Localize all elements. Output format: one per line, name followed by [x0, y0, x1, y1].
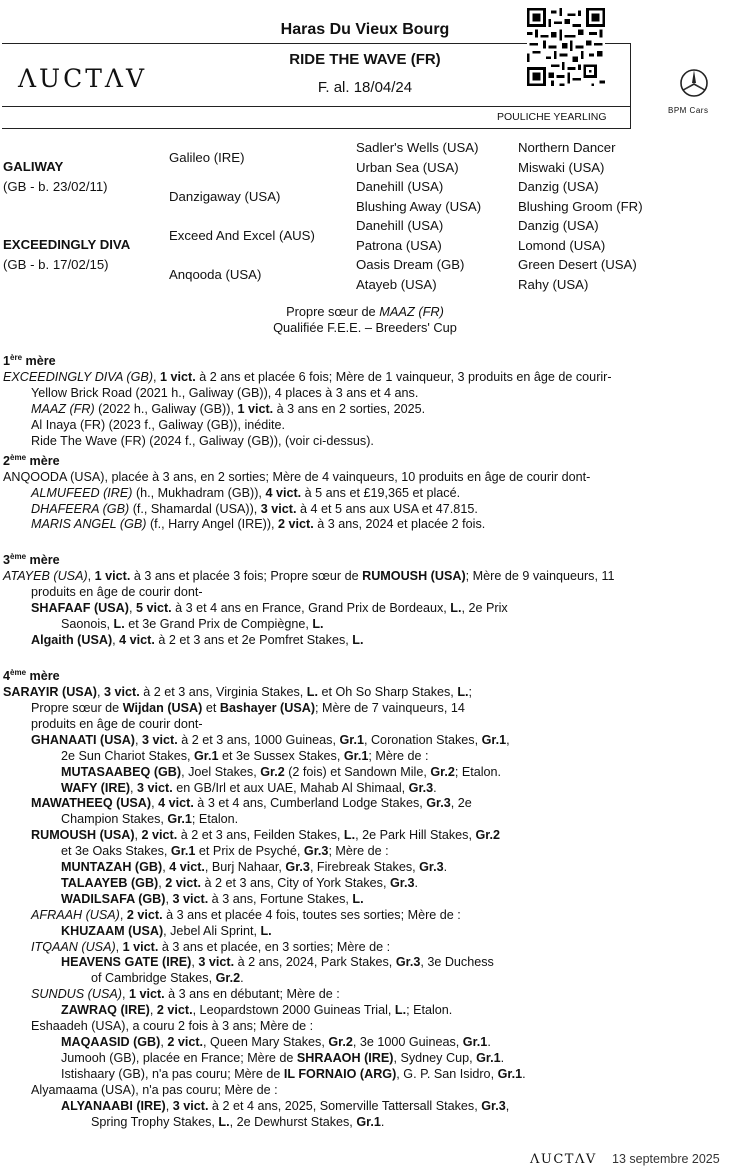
produce-entry: RUMOUSH (USA), 2 vict. à 2 et 3 ans, Feilden Stakes, L., 2e Park Hill Stakes, Gr.2: [31, 828, 500, 843]
dam-entry: produits en âge de courir dont-: [31, 716, 203, 731]
qualification-note: Qualifiée F.E.E. – Breeders' Cup: [273, 320, 457, 335]
produce-entry: TALAAYEB (GB), 2 vict. à 2 et 3 ans, City of York Stakes, Gr.3.: [61, 875, 418, 890]
dam-entry: ANQOODA (USA), placée à 3 ans, en 2 sorties; Mère de 4 vainqueurs, 10 produits en âge de courir dont-: [3, 469, 591, 484]
produce-entry: Spring Trophy Stakes, L., 2e Dewhurst Stakes, Gr.1.: [91, 1114, 385, 1129]
produce-entry: AFRAAH (USA), 2 vict. à 3 ans et placée 4 fois, toutes ses sorties; Mère de :: [31, 907, 461, 922]
pedigree-gen2: Anqooda (USA): [169, 267, 262, 282]
sire-info: (GB - b. 23/02/11): [3, 179, 108, 194]
produce-entry: Saonois, L. et 3e Grand Prix de Compiègne, L.: [61, 617, 324, 632]
pedigree-gen4: Lomond (USA): [518, 238, 606, 253]
dam-entry: EXCEEDINGLY DIVA (GB), 1 vict. à 2 ans et placée 6 fois; Mère de 1 vainqueur, 3 produits en âge de courir-: [3, 370, 612, 385]
produce-entry: MARIS ANGEL (GB) (f., Harry Angel (IRE)), 2 vict. à 3 ans, 2024 et placée 2 fois.: [31, 517, 486, 532]
produce-entry: MAQAASID (GB), 2 vict., Queen Mary Stakes, Gr.2, 3e 1000 Guineas, Gr.1.: [61, 1035, 491, 1049]
horse-name: RIDE THE WAVE (FR): [289, 51, 441, 68]
section-heading: 4ème mère: [3, 667, 60, 684]
produce-entry: GHANAATI (USA), 3 vict. à 2 et 3 ans, 1000 Guineas, Gr.1, Coronation Stakes, Gr.1,: [31, 732, 510, 747]
pedigree-gen3: Danehill (USA): [356, 218, 444, 233]
section-heading: 1ère mère: [3, 353, 56, 369]
section-heading: 3ème mère: [3, 552, 60, 568]
footer-logo: ΛUCTΛV: [530, 1152, 597, 1167]
produce-entry: ALYANAABI (IRE), 3 vict. à 2 et 4 ans, 2025, Somerville Tattersall Stakes, Gr.3,: [61, 1098, 510, 1113]
produce-entry: Algaith (USA), 4 vict. à 2 et 3 ans et 2e Pomfret Stakes, L.: [31, 633, 364, 648]
birth-info: F. al. 18/04/24: [317, 79, 413, 96]
produce-entry: 2e Sun Chariot Stakes, Gr.1 et 3e Sussex Stakes, Gr.1; Mère de :: [61, 748, 429, 763]
produce-entry: MAAZ (FR) (2022 h., Galiway (GB)), 1 vict. à 3 ans en 2 sorties, 2025.: [31, 401, 426, 416]
pedigree-gen4: Danzig (USA): [518, 179, 599, 194]
produce-entry: KHUZAAM (USA), Jebel Ali Sprint, L.: [61, 923, 272, 938]
dam-info: (GB - b. 17/02/15): [3, 257, 109, 272]
produce-entry: WAFY (IRE), 3 vict. en GB/Irl et aux UAE, Mahab Al Shimaal, Gr.3.: [61, 780, 437, 795]
pedigree-gen4: Miswaki (USA): [518, 160, 605, 175]
pedigree-gen3: Atayeb (USA): [356, 277, 437, 292]
dam-entry: ATAYEB (USA), 1 vict. à 3 ans et placée 3 fois; Propre sœur de RUMOUSH (USA); Mère de 9 vainqueurs, 11 produits en âge de courir dont-: [3, 569, 615, 600]
header-divider: [2, 106, 630, 107]
pedigree-gen2: Galileo (IRE): [169, 150, 245, 165]
pedigree-gen3: Patrona (USA): [356, 238, 442, 253]
produce-entry: MUNTAZAH (GB), 4 vict., Burj Nahaar, Gr.3, Firebreak Stakes, Gr.3.: [61, 860, 448, 875]
pedigree-gen3: Blushing Away (USA): [356, 199, 482, 214]
pedigree-gen4: Danzig (USA): [518, 218, 599, 233]
pedigree-gen4: Blushing Groom (FR): [518, 199, 643, 214]
produce-entry: Al Inaya (FR) (2023 f., Galiway (GB)), inédite.: [31, 417, 286, 432]
sponsor-label: BPM Cars: [668, 106, 709, 115]
produce-entry: ITQAAN (USA), 1 vict. à 3 ans et placée, en 3 sorties; Mère de :: [31, 939, 391, 954]
produce-entry: SUNDUS (USA), 1 vict. à 3 ans en débutant; Mère de :: [31, 987, 340, 1002]
produce-entry: Eshaadeh (USA), a couru 2 fois à 3 ans; Mère de :: [31, 1019, 314, 1034]
produce-entry: SHAFAAF (USA), 5 vict. à 3 et 4 ans en France, Grand Prix de Bordeaux, L., 2e Prix: [31, 601, 508, 616]
stud-name: Haras Du Vieux Bourg: [280, 21, 450, 38]
produce-entry: Yellow Brick Road (2021 h., Galiway (GB)), 4 places à 3 ans et 4 ans.: [31, 386, 419, 400]
produce-entry: et 3e Oaks Stakes, Gr.1 et Prix de Psyché, Gr.3; Mère de :: [61, 844, 389, 859]
section-heading: 2ème mère: [3, 452, 60, 468]
produce-entry: Jumooh (GB), placée en France; Mère de SHRAAOH (IRE), Sydney Cup, Gr.1.: [61, 1050, 505, 1065]
produce-entry: DHAFEERA (GB) (f., Shamardal (USA)), 3 vict. à 4 et 5 ans aux USA et 47.815.: [31, 501, 478, 516]
pedigree-gen3: Oasis Dream (GB): [356, 257, 465, 272]
pedigree-gen4: Northern Dancer: [518, 140, 616, 155]
pedigree-gen3: Urban Sea (USA): [356, 160, 459, 175]
produce-entry: Ride The Wave (FR) (2024 f., Galiway (GB)), (voir ci-dessus).: [31, 433, 374, 448]
pedigree-gen3: Sadler's Wells (USA): [356, 140, 479, 155]
produce-entry: Champion Stakes, Gr.1; Etalon.: [61, 812, 239, 827]
sibling-note: Propre sœur de MAAZ (FR): [286, 304, 444, 319]
pedigree-gen3: Danehill (USA): [356, 179, 444, 194]
category-label: POULICHE YEARLING: [497, 111, 607, 123]
pedigree-gen4: Green Desert (USA): [518, 257, 637, 272]
mercedes-logo-icon: [679, 68, 709, 98]
produce-entry: WADILSAFA (GB), 3 vict. à 3 ans, Fortune Stakes, L.: [61, 891, 364, 906]
catalogue-text: [3, 350, 618, 1130]
dam-entry: Propre sœur de Wijdan (USA) et Bashayer (USA); Mère de 7 vainqueurs, 14: [31, 700, 465, 715]
produce-entry: ALMUFEED (IRE) (h., Mukhadram (GB)), 4 vict. à 5 ans et £19,365 et placé.: [31, 485, 461, 500]
produce-entry: MAWATHEEQ (USA), 4 vict. à 3 et 4 ans, Cumberland Lodge Stakes, Gr.3, 2e: [31, 796, 472, 811]
sire-name: GALIWAY: [3, 159, 64, 174]
pedigree-gen4: Rahy (USA): [518, 277, 589, 292]
footer-date: 13 septembre 2025: [612, 1152, 720, 1166]
auction-logo: ΛUCTΛV: [18, 64, 148, 93]
qr-code-icon[interactable]: [527, 8, 605, 86]
produce-entry: Istishaary (GB), n'a pas couru; Mère de IL FORNAIO (ARG), G. P. San Isidro, Gr.1.: [61, 1066, 526, 1081]
produce-entry: MUTASAABEQ (GB), Joel Stakes, Gr.2 (2 fois) et Sandown Mile, Gr.2; Etalon.: [61, 764, 502, 779]
produce-entry: Alyamaama (USA), n'a pas couru; Mère de :: [31, 1082, 278, 1097]
produce-entry: of Cambridge Stakes, Gr.2.: [91, 971, 244, 986]
dam-name: EXCEEDINGLY DIVA: [3, 237, 131, 252]
dam-entry: SARAYIR (USA), 3 vict. à 2 et 3 ans, Virginia Stakes, L. et Oh So Sharp Stakes, L.;: [3, 685, 473, 700]
produce-entry: ZAWRAQ (IRE), 2 vict., Leopardstown 2000 Guineas Trial, L.; Etalon.: [61, 1003, 453, 1018]
pedigree-gen2: Exceed And Excel (AUS): [169, 228, 315, 243]
pedigree-gen2: Danzigaway (USA): [169, 189, 281, 204]
produce-entry: HEAVENS GATE (IRE), 3 vict. à 2 ans, 2024, Park Stakes, Gr.3, 3e Duchess: [61, 955, 494, 970]
